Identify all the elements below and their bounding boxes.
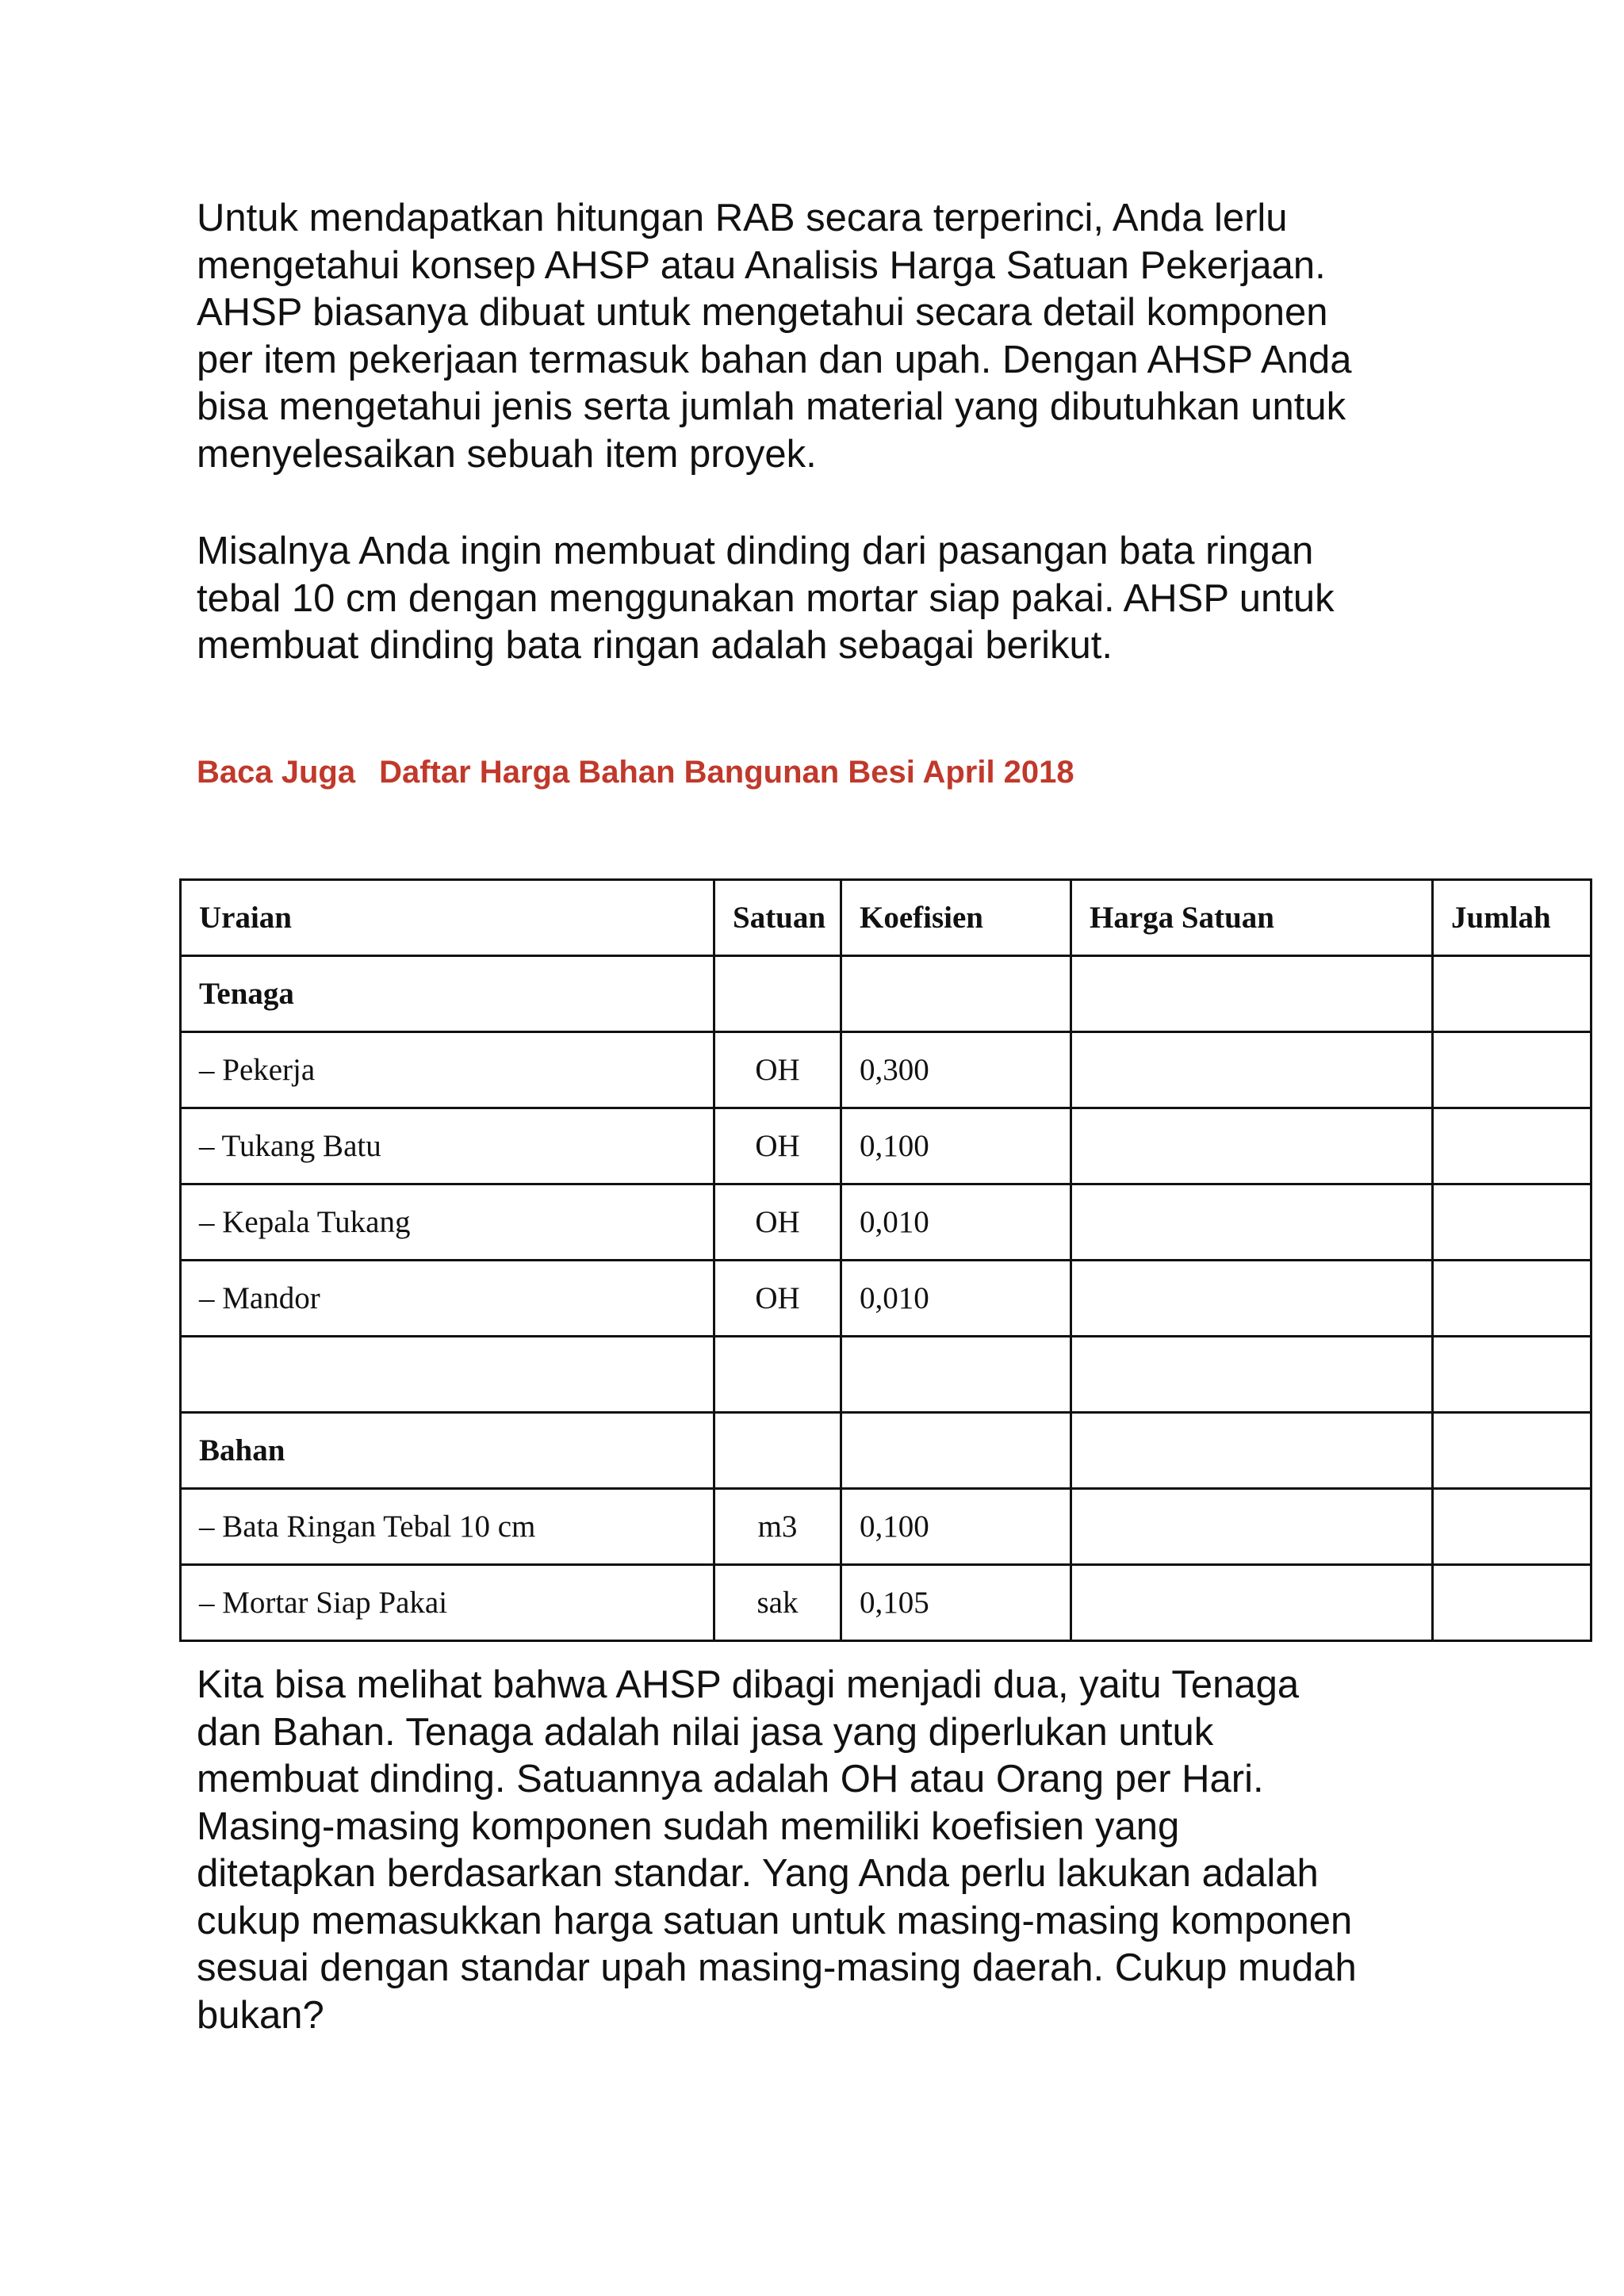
conclusion-paragraph-line: ditetapkan berdasarkan standar. Yang Anda perlu lakukan adalah <box>197 1852 1319 1895</box>
cell-harga-satuan <box>1071 956 1433 1032</box>
cell-harga-satuan <box>1071 1108 1433 1184</box>
cell-koefisien <box>841 1337 1071 1413</box>
cell-koefisien: 0,100 <box>841 1489 1071 1565</box>
cell-uraian: Bahan <box>181 1413 714 1489</box>
cell-satuan: m3 <box>714 1489 841 1565</box>
table-row <box>181 1413 1591 1489</box>
conclusion-paragraph-line: membuat dinding. Satuannya adalah OH atau Orang per Hari. <box>197 1758 1264 1800</box>
cell-harga-satuan <box>1071 1413 1433 1489</box>
table-row <box>181 1337 1591 1413</box>
header-satuan: Satuan <box>714 880 841 956</box>
table-row <box>181 1032 1591 1108</box>
conclusion-paragraph-line: bukan? <box>197 1993 324 2037</box>
read-also-label: Baca Juga <box>197 755 356 790</box>
intro-paragraph-line: per item pekerjaan termasuk bahan dan upah. Dengan AHSP Anda <box>197 338 1352 381</box>
cell-koefisien <box>841 956 1071 1032</box>
example-paragraph <box>197 528 1418 670</box>
cell-uraian: – Mortar Siap Pakai <box>181 1565 714 1641</box>
cell-satuan <box>714 1413 841 1489</box>
table-header-row <box>181 880 1591 956</box>
example-paragraph-line: membuat dinding bata ringan adalah sebagai berikut. <box>197 624 1113 667</box>
intro-paragraph-line: bisa mengetahui jenis serta jumlah material yang dibutuhkan untuk <box>197 385 1346 428</box>
cell-jumlah <box>1433 1184 1591 1261</box>
cell-koefisien: 0,105 <box>841 1565 1071 1641</box>
ahsp-table <box>179 878 1592 1642</box>
cell-harga-satuan <box>1071 1489 1433 1565</box>
intro-paragraph <box>197 195 1418 478</box>
cell-koefisien: 0,010 <box>841 1184 1071 1261</box>
cell-jumlah <box>1433 1337 1591 1413</box>
table-row <box>181 1108 1591 1184</box>
header-harga-satuan: Harga Satuan <box>1071 880 1433 956</box>
cell-satuan <box>714 1337 841 1413</box>
cell-satuan <box>714 956 841 1032</box>
conclusion-paragraph <box>197 1662 1418 2039</box>
table-row <box>181 1489 1591 1565</box>
cell-koefisien: 0,100 <box>841 1108 1071 1184</box>
cell-uraian: – Pekerja <box>181 1032 714 1108</box>
example-paragraph-line: Misalnya Anda ingin membuat dinding dari pasangan bata ringan <box>197 530 1314 572</box>
table-row <box>181 1565 1591 1641</box>
cell-satuan: OH <box>714 1108 841 1184</box>
cell-uraian: – Mandor <box>181 1261 714 1337</box>
cell-harga-satuan <box>1071 1032 1433 1108</box>
cell-harga-satuan <box>1071 1565 1433 1641</box>
table-body <box>181 956 1591 1641</box>
conclusion-paragraph-line: sesuai dengan standar upah masing-masing daerah. Cukup mudah <box>197 1946 1357 1989</box>
cell-koefisien: 0,300 <box>841 1032 1071 1108</box>
conclusion-paragraph-line: dan Bahan. Tenaga adalah nilai jasa yang diperlukan untuk <box>197 1710 1214 1754</box>
cell-jumlah <box>1433 1565 1591 1641</box>
cell-uraian <box>181 1337 714 1413</box>
conclusion-paragraph-line: Masing-masing komponen sudah memiliki koefisien yang <box>197 1804 1180 1848</box>
cell-jumlah <box>1433 1108 1591 1184</box>
intro-paragraph-line: AHSP biasanya dibuat untuk mengetahui secara detail komponen <box>197 291 1328 334</box>
read-also <box>197 755 1074 790</box>
intro-paragraph-line: menyelesaikan sebuah item proyek. <box>197 432 817 476</box>
cell-satuan: sak <box>714 1565 841 1641</box>
cell-uraian: – Tukang Batu <box>181 1108 714 1184</box>
cell-uraian: Tenaga <box>181 956 714 1032</box>
cell-harga-satuan <box>1071 1261 1433 1337</box>
cell-jumlah <box>1433 1413 1591 1489</box>
conclusion-paragraph-line: cukup memasukkan harga satuan untuk masing-masing komponen <box>197 1899 1353 1942</box>
header-uraian: Uraian <box>181 880 714 956</box>
cell-koefisien: 0,010 <box>841 1261 1071 1337</box>
header-jumlah: Jumlah <box>1433 880 1591 956</box>
cell-jumlah <box>1433 1489 1591 1565</box>
read-also-link[interactable]: Daftar Harga Bahan Bangunan Besi April 2018 <box>379 755 1074 790</box>
cell-jumlah <box>1433 1032 1591 1108</box>
table-row <box>181 1184 1591 1261</box>
cell-jumlah <box>1433 1261 1591 1337</box>
cell-harga-satuan <box>1071 1337 1433 1413</box>
cell-satuan: OH <box>714 1184 841 1261</box>
intro-paragraph-line: mengetahui konsep AHSP atau Analisis Harga Satuan Pekerjaan. <box>197 243 1326 287</box>
cell-satuan: OH <box>714 1261 841 1337</box>
cell-satuan: OH <box>714 1032 841 1108</box>
cell-jumlah <box>1433 956 1591 1032</box>
table-row <box>181 1261 1591 1337</box>
example-paragraph-line: tebal 10 cm dengan menggunakan mortar siap pakai. AHSP untuk <box>197 576 1335 620</box>
cell-uraian: – Kepala Tukang <box>181 1184 714 1261</box>
cell-uraian: – Bata Ringan Tebal 10 cm <box>181 1489 714 1565</box>
intro-paragraph-line: Untuk mendapatkan hitungan RAB secara terperinci, Anda lerlu <box>197 197 1288 239</box>
table-row <box>181 956 1591 1032</box>
cell-koefisien <box>841 1413 1071 1489</box>
conclusion-paragraph-line: Kita bisa melihat bahwa AHSP dibagi menjadi dua, yaitu Tenaga <box>197 1663 1300 1706</box>
header-koefisien: Koefisien <box>841 880 1071 956</box>
cell-harga-satuan <box>1071 1184 1433 1261</box>
